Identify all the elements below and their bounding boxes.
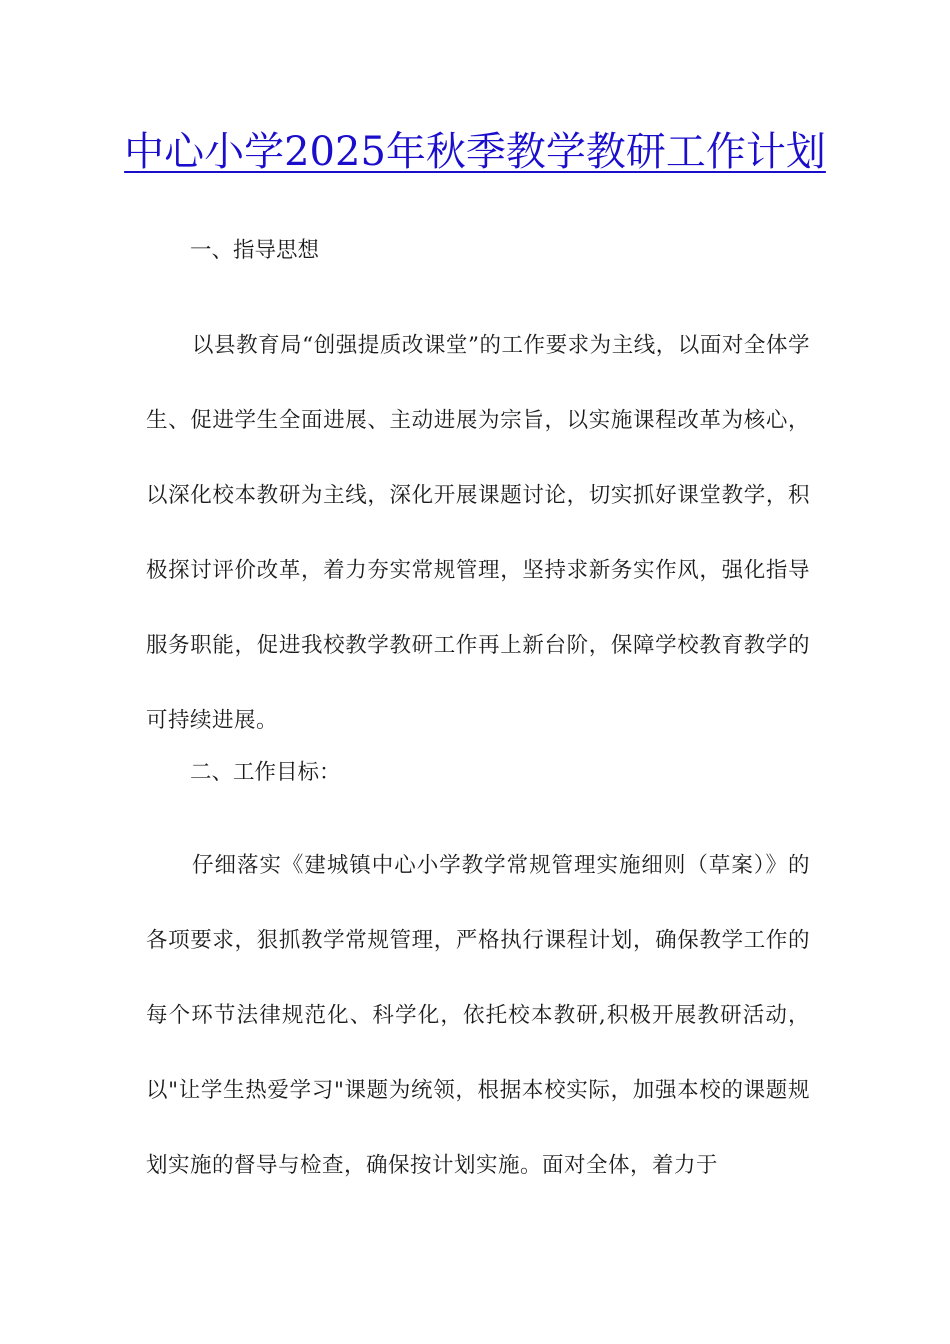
section-heading-guiding-ideology: 一、指导思想: [190, 238, 320, 263]
section-paragraph-guiding-ideology: 以县教育局“创强提质改课堂”的工作要求为主线，以面对全体学生、促进学生全面进展、主动进展为宗旨，以实施课程改革为核心，以深化校本教研为主线，深化开展课题讨论，切实抓好课堂教学，积极探讨评价改革，着力夯实常规管理，坚持求新务实作风，强化指导服务职能，促进我校教学教研工作再上新台阶，保障学校教育教学的可持续进展。: [146, 333, 810, 733]
document-title[interactable]: 中心小学2025年秋季教学教研工作计划: [124, 129, 826, 175]
section-heading-work-goals: 二、工作目标：: [190, 760, 341, 785]
section-paragraph-work-goals: 仔细落实《建城镇中心小学教学常规管理实施细则（草案）》的各项要求，狠抓教学常规管理，严格执行课程计划，确保教学工作的每个环节法律规范化、科学化，依托校本教研,积极开展教研活动，以"让学生热爱学习"课题为统领，根据本校实际，加强本校的课题规划实施的督导与检查，确保按计划实施。面对全体，着力于: [146, 853, 810, 1178]
